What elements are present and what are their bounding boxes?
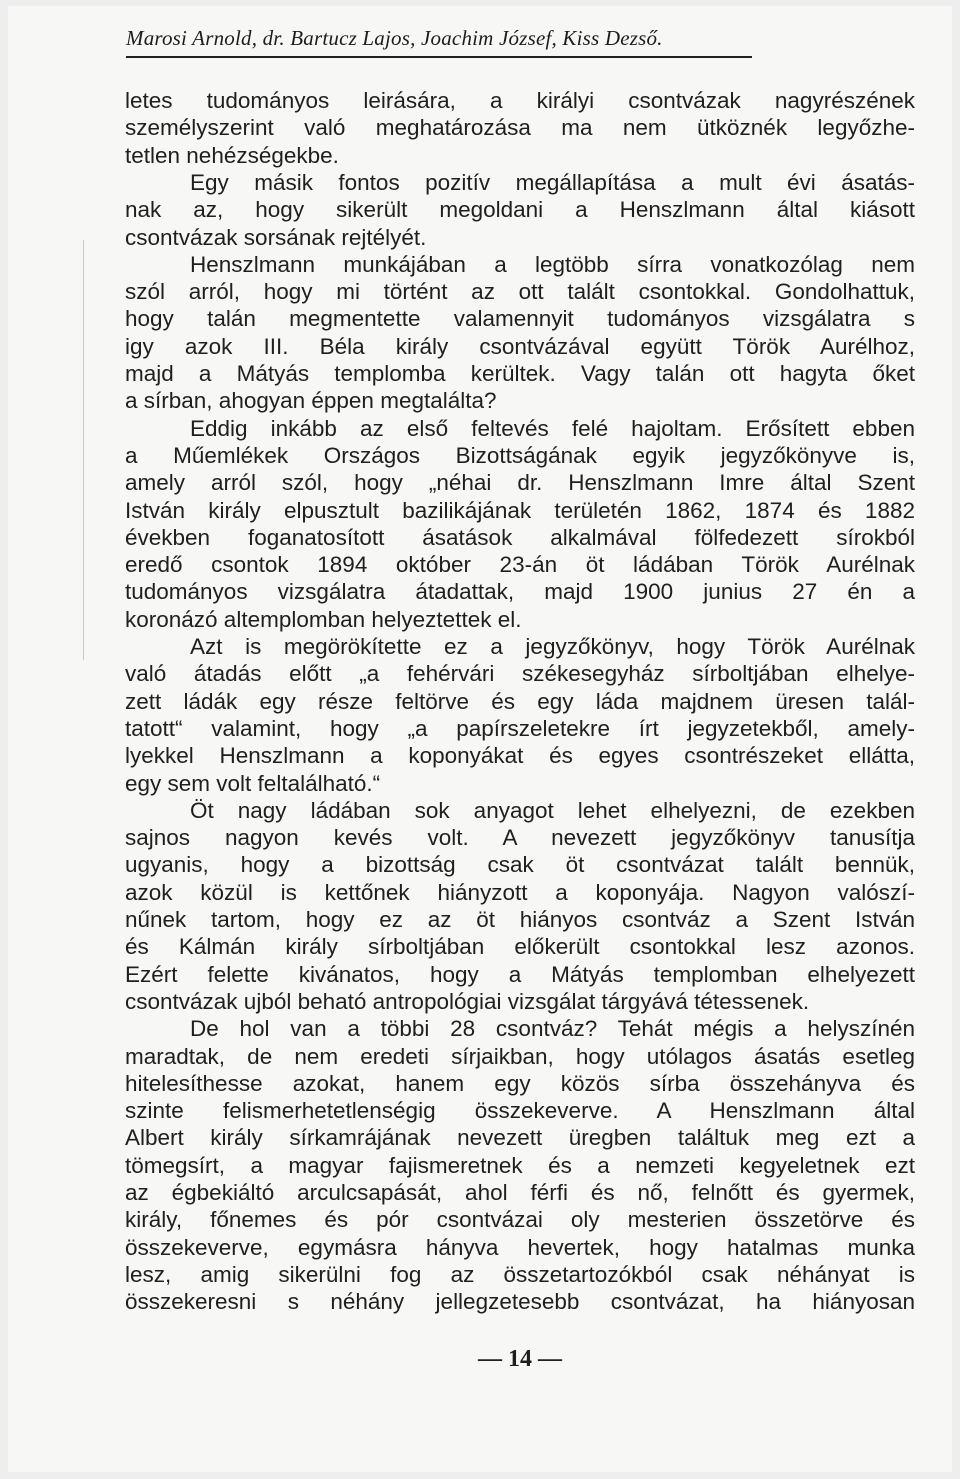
text-line: években foganatosított ásatások alkalmával fölfedezett sírokból — [125, 524, 915, 550]
text-line: maradtak, de nem eredeti sírjaikban, hogy utólagos ásatás esetleg — [125, 1043, 915, 1069]
text-line: tatott“ valamint, hogy „a papírszeletekre írt jegyzetekből, amely- — [125, 715, 915, 741]
text-line: lyekkel Henszlmann a koponyákat és egyes csontrészeket ellátta, — [125, 743, 915, 769]
text-line: csontvázak ujból beható antropológiai vizsgálat tárgyává tétessenek. — [125, 988, 810, 1014]
text-line: az égbekiáltó arculcsapását, ahol férfi és nő, felnőtt és gyermek, — [125, 1180, 915, 1205]
text-line: igy azok III. Béla király csontvázával együtt Török Aurélhoz, — [125, 333, 915, 359]
text-line: Henszlmann munkájában a legtöbb sírra vonatkozólag nem — [190, 251, 915, 277]
text-line: egy sem volt feltalálható.“ — [125, 770, 381, 796]
text-line: lesz, amig sikerülni fog az összetartozókból csak néhányat is — [125, 1261, 915, 1287]
header-authors: Marosi Arnold, dr. Bartucz Lajos, Joachim József, Kiss Dezső. — [126, 26, 663, 50]
text-line: szól arról, hogy mi történt az ott talált csontokkal. Gondolhattuk, — [125, 279, 915, 305]
text-line: való átadás előtt „a fehérvári székesegyház sírboltjában elhelye- — [125, 661, 915, 687]
text-line: hogy talán megmentette valamennyit tudományos vizsgálatra s — [125, 306, 915, 332]
text-line: Ezért felette kivánatos, hogy a Mátyás templomban elhelyezett — [125, 961, 915, 987]
margin-mark — [83, 240, 84, 660]
text-line: koronázó altemplomban helyeztettek el. — [125, 606, 522, 632]
text-line: tudományos vizsgálatra átadattak, majd 1900 junius 27 én a — [125, 579, 915, 605]
text-line: sajnos nagyon kevés volt. A nevezett jegyzőkönyv tanusítja — [125, 825, 915, 851]
text-line: csontvázak sorsának rejtélyét. — [125, 224, 427, 250]
text-line: eredő csontok 1894 október 23-án öt ládában Török Aurélnak — [125, 552, 915, 578]
text-line: István király elpusztult bazilikájának területén 1862, 1874 és 1882 — [125, 497, 915, 523]
text-line: tömegsírt, a magyar fajismeretnek és a nemzeti kegyeletnek ezt — [125, 1152, 915, 1178]
text-line: és Kálmán király sírboltjában előkerült csontokkal lesz azonos. — [125, 934, 915, 960]
running-header — [126, 22, 752, 58]
text-line: hitelesíthesse azokat, hanem egy közös sírba összehányva és — [125, 1070, 915, 1096]
text-line: Egy másik fontos pozitív megállapítása a mult évi ásatás- — [190, 169, 915, 195]
text-line: a sírban, ahogyan éppen megtalálta? — [125, 388, 497, 414]
text-line: majd a Mátyás templomba kerültek. Vagy talán ott hagyta őket — [125, 361, 915, 386]
text-line: De hol van a többi 28 csontváz? Tehát mégis a helyszínén — [190, 1016, 915, 1042]
text-line: tetlen nehézségekbe. — [125, 142, 339, 168]
text-line: a Műemlékek Országos Bizottságának egyik jegyzőkönyve is, — [125, 442, 915, 468]
text-line: nak az, hogy sikerült megoldani a Henszlmann által kiásott — [125, 197, 915, 223]
text-line: összekeresni s néhány jellegzetesebb csontvázat, ha hiányosan — [125, 1289, 915, 1315]
text-line: zett ládák egy része feltörve és egy láda majdnem üresen talál- — [125, 688, 915, 714]
text-line: Albert király sírkamrájának nevezett üregben találtuk meg ezt a — [125, 1125, 915, 1151]
text-line: összekeverve, egymásra hányva hevertek, hogy hatalmas munka — [125, 1234, 915, 1260]
text-line: király, főnemes és pór csontvázai oly mesterien összetörve és — [125, 1207, 915, 1233]
text-line: szinte felismerhetetlenségig összekeverve. A Henszlmann által — [125, 1098, 915, 1124]
text-line: amely arról szól, hogy „néhai dr. Henszlmann Imre által Szent — [125, 470, 915, 496]
page-number: — 14 — — [478, 1346, 562, 1372]
text-line: nűnek tartom, hogy ez az öt hiányos csontváz a Szent István — [125, 907, 915, 932]
text-line: letes tudományos leirására, a királyi csontvázak nagyrészének — [125, 88, 915, 113]
text-line: ugyanis, hogy a bizottság csak öt csontvázat talált bennük, — [125, 852, 915, 878]
text-line: Öt nagy ládában sok anyagot lehet elhelyezni, de ezekben — [190, 797, 915, 823]
text-line: személyszerint való meghatározása ma nem ütköznék legyőzhe- — [125, 115, 915, 141]
text-line: Azt is megörökítette ez a jegyzőkönyv, hogy Török Aurélnak — [190, 634, 915, 659]
text-line: Eddig inkább az első feltevés felé hajoltam. Erősített ebben — [190, 415, 915, 441]
text-line: azok közül is kettőnek hiányzott a koponyája. Nagyon valószí- — [125, 879, 915, 905]
